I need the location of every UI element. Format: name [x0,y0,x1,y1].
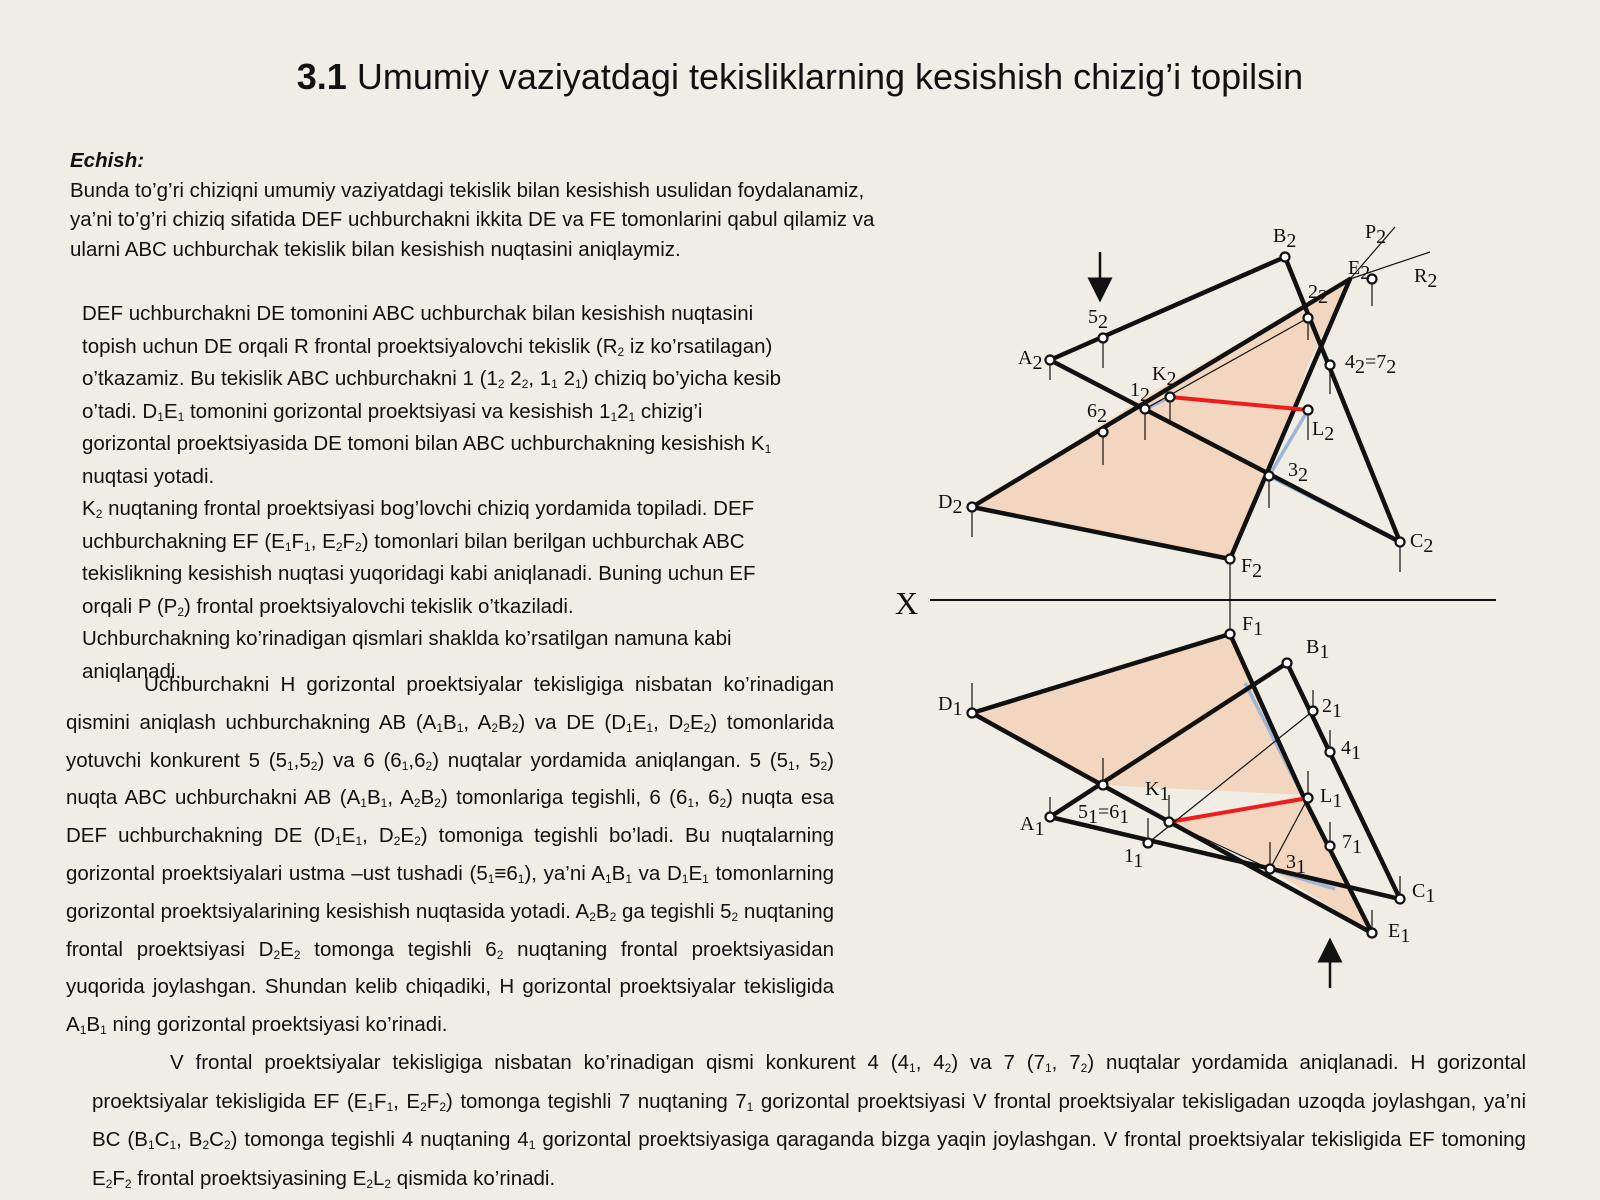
solution-label: Echish: [70,149,145,172]
point-e1 [1368,929,1377,938]
label-31: 31 [1286,851,1306,878]
label-71: 71 [1342,831,1362,858]
point-21 [1309,707,1318,716]
point-d2 [968,503,977,512]
paragraph-h-visibility: Uchburchakni H gorizontal proektsiyalar tekisligiga nisbatan ko’rinadigan qismini aniqlash uchburchakning AB ($A_1B_1$, $A_2B_2$) va DE ($D_1E_1$, $D_2E_2$) tomonlarida yotuvchi konkurent 5 $(5_1,5_2)$ va 6 $(6_1,6_2)$ nuqtalar yordamida aniqlangan. 5 ($5_1$, $5_2$) nuqta ABC uchburchakni AB ($A_1B_1$, $A_2B_2$) tomonlariga tegishli, 6 ($6_1$, $6_2$) nuqta esa DEF uchburchakning DE ($D_1E_1$, $D_2E_2$) tomoniga tegishli bo’ladi. Bu nuqtalarning gorizontal proektsiyalari ustma –ust tushadi $(5_1\equiv 6_1)$, ya’ni $A_1B_1$ va $D_1E_1$ tomonlarning gorizontal proektsiyalarining kesishish nuqtasida yotadi. $A_2B_2$ ga tegishli $5_2$ nuqtaning frontal proektsiyasi $D_2E_2$ tomonga tegishli $6_2$ nuqtaning frontal proektsiyasidan yuqorida joylashgan. Shundan kelib chiqadiki, H gorizontal proektsiyalar tekisligida $A_1B_1$ ning gorizontal proektsiyasi ko’rinadi. [66,673,835,1038]
label-e2: E2 [1348,257,1371,284]
label-a2: A2 [1018,347,1043,374]
point-c2 [1396,538,1405,547]
point-32 [1265,472,1274,481]
label-11: 11 [1124,845,1144,872]
intro-line: ularni ABC uchburchak tekislik bilan kesishish nuqtasini aniqlaymiz. [70,237,681,261]
label-f2: F2 [1241,555,1263,582]
label-k1: K1 [1145,778,1170,805]
label-l2: L2 [1312,418,1335,445]
title-text: Umumiy vaziyatdagi tekisliklarning kesishish chizig’i topilsin [356,56,1304,97]
label-p2: P2 [1365,221,1387,248]
point-71 [1326,842,1335,851]
label-l1: L1 [1320,785,1343,812]
label-32: 32 [1288,459,1308,486]
point-52 [1099,334,1108,343]
label-c2: C2 [1410,530,1434,557]
point-11 [1144,839,1153,848]
label-12: 12 [1130,379,1150,406]
label-r2: R2 [1414,265,1438,292]
point-a1 [1046,813,1055,822]
label-k2: K2 [1152,363,1177,390]
label-e1: E1 [1388,920,1411,947]
point-51 [1099,781,1108,790]
point-l2 [1304,406,1313,415]
label-d1: D1 [938,693,963,720]
point-a2 [1046,356,1055,365]
point-42 [1326,361,1335,370]
point-b2 [1281,253,1290,262]
point-f1 [1226,630,1235,639]
triangle-def-horizontal-fill [972,634,1305,795]
x-axis-label: X [895,585,919,621]
point-f2 [1226,555,1235,564]
point-22 [1304,314,1313,323]
label-22: 22 [1308,281,1328,308]
paragraph-de-side: DEF uchburchakni DE tomonini ABC uchburchak bilan kesishish nuqtasini topish uchun DE orqali R frontal proektsiyalovchi tekislik ($R_2$ iz ko’rsatilagan) o’tkazamiz. Bu tekislik ABC uchburchakni 1 ($1_2$ $2_2$, $1_1$ $2_1$) chiziq bo’yicha kesib o’tadi. $D_1E_1$ tomonini gorizontal proektsiyasi va kesishish $1_12_1$ chizig’i gorizontal proektsiyasida DE tomoni bilan ABC uchburchakning kesishish $K_1$ nuqtasi yotadi. $K_2$ nuqtaning frontal proektsiyasi bog’lovchi chiziq yordamida topiladi. DEF uchburchakning EF ($E_1F_1$, $E_2F_2$) tomonlari bilan berilgan uchburchak ABC tekislikning kesishish nuqtasi yuqoridagi kabi aniqlanadi. Buning uchun EF orqali P $(P_2)$ frontal proektsiyalovchi tekislik o’tkaziladi. Uchburchakning ko’rinadigan qismlari shaklda ko’rsatilgan namuna kabi aniqlanadi. [82,302,782,683]
label-a1: A1 [1020,813,1045,840]
point-31 [1266,865,1275,874]
point-k2 [1166,393,1175,402]
point-d1 [968,709,977,718]
label-b2: B2 [1273,225,1297,252]
point-41 [1326,748,1335,757]
point-b1 [1283,659,1292,668]
label-c1: C1 [1412,880,1436,907]
label-51-61: 51=61 [1078,801,1130,828]
label-b1: B1 [1306,636,1330,663]
point-62 [1099,428,1108,437]
intro-line: Bunda to’g’ri chiziqni umumiy vaziyatdagi tekislik bilan kesishish usulidan foydalanamiz, [70,178,865,202]
title-number: 3.1 [296,56,347,97]
label-f1: F1 [1242,613,1264,640]
point-c1 [1396,895,1405,904]
point-k1 [1165,818,1174,827]
label-21: 21 [1322,695,1342,722]
paragraph-v-visibility: V frontal proektsiyalar tekisligiga nisbatan ko’rinadigan qismi konkurent 4 ($4_1$, $4_2$) va 7 ($7_1$, $7_2$) nuqtalar yordamida aniqlanadi. H gorizontal proektsiyalar tekisligida EF ($E_1F_1$, $E_2F_2$) tomonga tegishli 7 nuqtaning $7_1$ gorizontal proektsiyasi V frontal proektsiyalar tekisligadan uzoqda joylashgan, ya’ni BC ($B_1C_1$, $B_2C_2$) tomonga tegishli 4 nuqtaning $4_1$ gorizontal proektsiyasiga qaraganda bizga yaqin joylashgan. V frontal proektsiyalar tekisligida EF tomoning $E_2F_2$ frontal proektsiyasining $E_2L_2$ qismida ko’rinadi. [92,1051,1527,1191]
label-62: 62 [1087,400,1107,427]
label-41: 41 [1341,737,1361,764]
label-d2: D2 [938,491,963,518]
point-l1 [1304,794,1313,803]
label-42-72: 42=72 [1345,351,1397,378]
label-52: 52 [1088,306,1108,333]
intro-line: ya’ni to’g’ri chiziq sifatida DEF uchburchakni ikkita DE va FE tomonlarini qabul qilamiz va [70,208,875,231]
